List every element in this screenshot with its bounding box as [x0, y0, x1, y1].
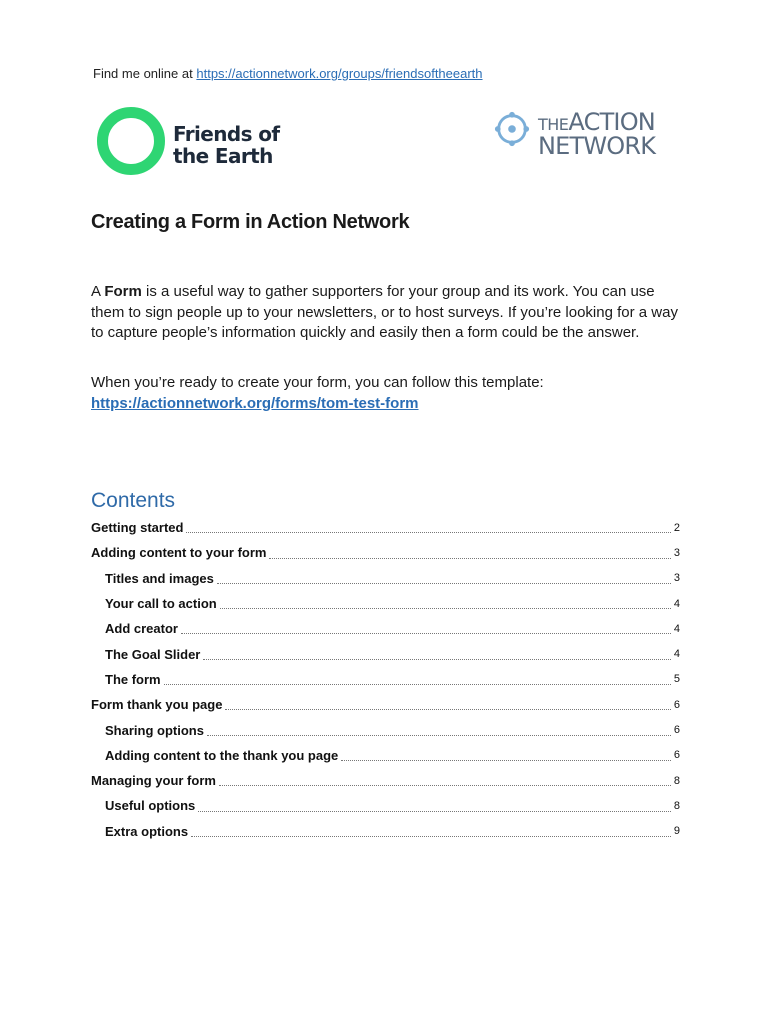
toc-dot-leader: [269, 558, 670, 559]
action-network-logo-text: [538, 108, 655, 158]
toc-entry[interactable]: [91, 743, 680, 768]
toc-entry[interactable]: [91, 591, 680, 616]
toc-dot-leader: [219, 785, 671, 786]
template-paragraph: [91, 373, 691, 414]
intro-rest: is a useful way to gather supporters for your group and its work. You can use them to sign people up to your newsletters, or to host surveys. If you’re looking for a way to capture people’s information quickly and easily then a form could be the answer.: [91, 283, 678, 341]
toc-entry[interactable]: [91, 793, 680, 818]
toc-dot-leader: [225, 709, 670, 710]
toc-entry-label: The Goal Slider: [105, 646, 201, 662]
toc-entry-label: Add creator: [105, 621, 178, 637]
toc-dot-leader: [186, 532, 670, 533]
toc-entry[interactable]: [91, 515, 680, 540]
group-page-link[interactable]: https://actionnetwork.org/groups/friendsoftheearth: [196, 66, 483, 81]
foe-logo-line2: the Earth: [173, 144, 273, 168]
toc-entry[interactable]: [91, 566, 680, 591]
toc-entry[interactable]: [91, 667, 680, 692]
toc-dot-leader: [217, 583, 671, 584]
toc-dot-leader: [220, 608, 671, 609]
toc-entry-page: 6: [673, 749, 680, 762]
an-logo-network: NETWORK: [538, 132, 656, 160]
toc-entry-label: Adding content to your form: [91, 545, 267, 561]
action-network-mark-icon: [493, 110, 531, 148]
toc-entry-page: 3: [673, 572, 680, 585]
toc-dot-leader: [198, 811, 671, 812]
toc-entry-page: 4: [673, 648, 680, 661]
toc-entry-label: Managing your form: [91, 773, 216, 789]
toc-entry-label: Your call to action: [105, 596, 217, 612]
toc-entry-label: Sharing options: [105, 722, 204, 738]
intro-paragraph: [91, 282, 691, 344]
find-me-online-line: [93, 66, 483, 81]
toc-entry-page: 6: [673, 724, 680, 737]
foe-logo-line1: Friends of: [173, 122, 280, 146]
toc-entry-page: 8: [673, 799, 680, 812]
action-network-logo: [493, 106, 678, 161]
toc-entry-label: Useful options: [105, 798, 196, 814]
intro-bold-term: Form: [104, 283, 142, 300]
toc-entry-page: 3: [673, 546, 680, 559]
toc-entry-page: 4: [673, 622, 680, 635]
toc-entry-page: 2: [673, 521, 680, 534]
template-intro-text: When you’re ready to create your form, you can follow this template:: [91, 374, 544, 391]
an-logo-the: THE: [538, 115, 569, 134]
contents-heading: Contents: [91, 489, 176, 512]
toc-entry-page: 4: [673, 597, 680, 610]
foe-ring-icon: [97, 107, 165, 175]
document-title: Creating a Form in Action Network: [91, 211, 410, 233]
an-logo-action: ACTION: [568, 108, 655, 136]
toc-dot-leader: [203, 659, 671, 660]
template-link[interactable]: https://actionnetwork.org/forms/tom-test-form: [91, 394, 419, 412]
toc-entry-label: Getting started: [91, 520, 184, 536]
toc-entry-page: 9: [673, 825, 680, 838]
toc-dot-leader: [181, 633, 671, 634]
toc-dot-leader: [341, 760, 671, 761]
table-of-contents: [91, 515, 680, 844]
foe-logo-text: [173, 123, 280, 167]
toc-entry-page: 8: [673, 774, 680, 787]
toc-entry[interactable]: [91, 540, 680, 565]
toc-entry-page: 5: [673, 673, 680, 686]
toc-entry[interactable]: [91, 768, 680, 793]
toc-entry-label: The form: [105, 671, 161, 687]
toc-entry[interactable]: [91, 641, 680, 666]
toc-entry-label: Adding content to the thank you page: [105, 747, 339, 763]
toc-entry[interactable]: [91, 692, 680, 717]
toc-dot-leader: [164, 684, 671, 685]
toc-entry[interactable]: [91, 616, 680, 641]
toc-entry[interactable]: [91, 819, 680, 844]
friends-of-the-earth-logo: [97, 107, 287, 179]
toc-entry-label: Form thank you page: [91, 697, 223, 713]
find-me-label: Find me online at: [93, 66, 193, 81]
toc-dot-leader: [207, 735, 671, 736]
intro-prefix: A: [91, 283, 105, 300]
toc-entry-label: Titles and images: [105, 570, 214, 586]
toc-entry-page: 6: [673, 698, 680, 711]
toc-entry[interactable]: [91, 717, 680, 742]
toc-dot-leader: [191, 836, 671, 837]
toc-entry-label: Extra options: [105, 823, 189, 839]
